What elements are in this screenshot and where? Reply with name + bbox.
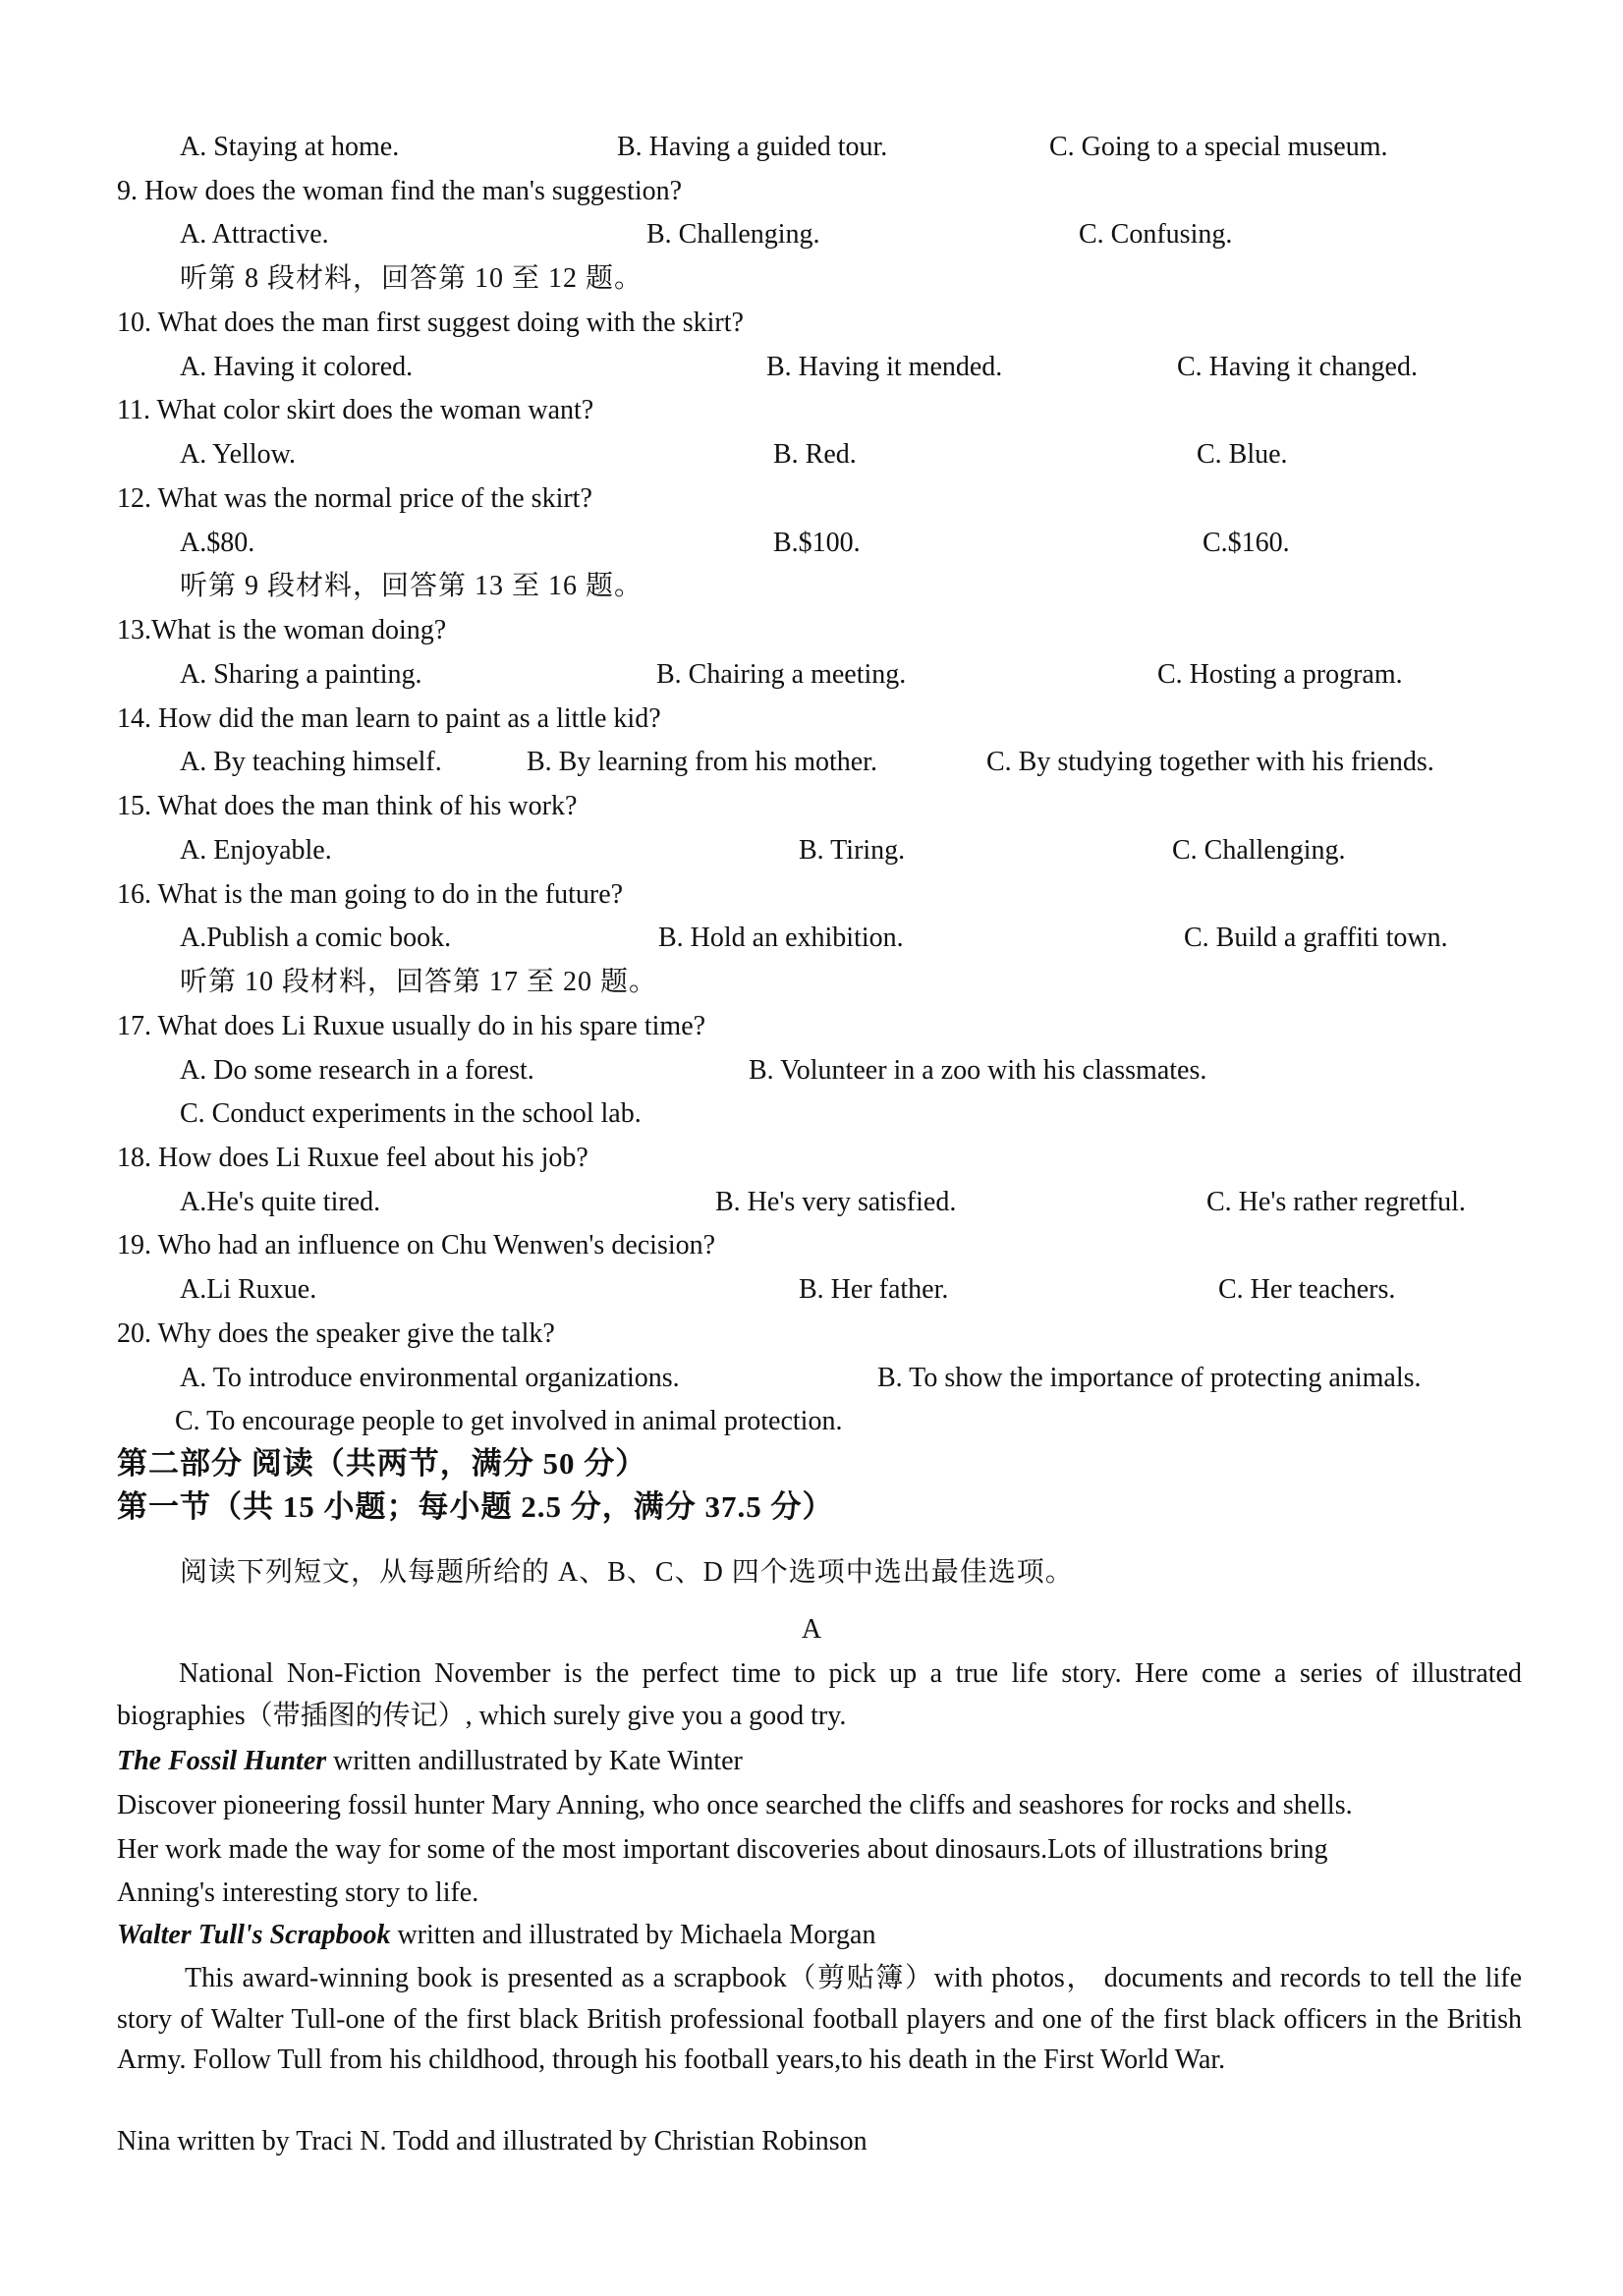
q9-option-b: B. Challenging. <box>646 219 820 250</box>
q14-option-b: B. By learning from his mother. <box>527 747 877 777</box>
q20-question: 20. Why does the speaker give the talk? <box>117 1318 555 1349</box>
q9-question: 9. How does the woman find the man's suggestion? <box>117 176 683 206</box>
q17-option-c: C. Conduct experiments in the school lab. <box>180 1098 642 1129</box>
q15-option-c: C. Challenging. <box>1172 835 1346 866</box>
q12-option-b: B.$100. <box>773 528 861 558</box>
instruction-section-10: 听第 10 段材料，回答第 17 至 20 题。 <box>180 967 658 997</box>
q12-question: 12. What was the normal price of the skirt? <box>117 483 592 514</box>
q11-question: 11. What color skirt does the woman want? <box>117 395 594 425</box>
book1-byline: written andillustrated by Kate Winter <box>326 1746 743 1776</box>
passage-intro-text: National Non-Fiction November is the perfect time to pick up a true life story. Here come a series of illustrated biographies（带插图的传记）, which surely give you a good try. <box>117 1658 1522 1731</box>
passage-label: A <box>801 1614 822 1645</box>
q11-option-c: C. Blue. <box>1197 439 1288 470</box>
book1-heading <box>117 1744 743 1779</box>
q20-option-b: B. To show the importance of protecting animals. <box>877 1363 1422 1393</box>
book2-heading <box>117 1918 876 1953</box>
q16-question: 16. What is the man going to do in the future? <box>117 879 624 910</box>
q12-option-c: C.$160. <box>1203 528 1290 558</box>
q8-option-a: A. Staying at home. <box>180 132 400 162</box>
q18-question: 18. How does Li Ruxue feel about his job? <box>117 1143 588 1173</box>
q9-option-a: A. Attractive. <box>180 219 329 250</box>
q10-option-c: C. Having it changed. <box>1177 352 1418 382</box>
q8-option-b: B. Having a guided tour. <box>617 132 888 162</box>
book2-desc-text: This award-winning book is presented as a scrapbook（剪贴簿）with photos， documents and records to tell the life story of Walter Tull-one of the first black British professional football players and one of the first black officers in the British Army. Follow Tull from his childhood, through his football years,to his death in the First World War. <box>117 1963 1522 2075</box>
q19-question: 19. Who had an influence on Chu Wenwen's decision? <box>117 1230 716 1260</box>
book2-desc <box>117 1958 1522 2081</box>
q11-option-b: B. Red. <box>773 439 857 470</box>
q16-option-a: A.Publish a comic book. <box>180 923 452 953</box>
q14-option-c: C. By studying together with his friends. <box>986 747 1434 777</box>
book1-desc-line2: Her work made the way for some of the most important discoveries about dinosaurs.Lots of illustrations bring <box>117 1834 1328 1865</box>
q17-question: 17. What does Li Ruxue usually do in his spare time? <box>117 1011 706 1041</box>
q18-option-c: C. He's rather regretful. <box>1206 1187 1466 1217</box>
q16-option-b: B. Hold an exhibition. <box>658 923 904 953</box>
instruction-section-8: 听第 8 段材料，回答第 10 至 12 题。 <box>180 263 644 294</box>
q12-option-a: A.$80. <box>180 528 255 558</box>
instruction-section-9: 听第 9 段材料，回答第 13 至 16 题。 <box>180 571 644 601</box>
q13-option-a: A. Sharing a painting. <box>180 659 422 690</box>
book2-byline: written and illustrated by Michaela Morgan <box>390 1920 876 1950</box>
q18-option-b: B. He's very satisfied. <box>715 1187 957 1217</box>
q10-question: 10. What does the man first suggest doing with the skirt? <box>117 308 744 338</box>
part-two-heading: 第二部分 阅读（共两节，满分 50 分） <box>117 1446 647 1481</box>
q13-question: 13.What is the woman doing? <box>117 615 447 645</box>
q15-option-a: A. Enjoyable. <box>180 835 332 866</box>
q15-option-b: B. Tiring. <box>799 835 906 866</box>
q10-option-a: A. Having it colored. <box>180 352 414 382</box>
q17-option-b: B. Volunteer in a zoo with his classmates. <box>749 1055 1207 1086</box>
q19-option-c: C. Her teachers. <box>1218 1274 1396 1305</box>
q14-option-a: A. By teaching himself. <box>180 747 442 777</box>
book1-desc-line3: Anning's interesting story to life. <box>117 1877 479 1908</box>
book3-line: Nina written by Traci N. Todd and illustrated by Christian Robinson <box>117 2126 867 2156</box>
q13-option-b: B. Chairing a meeting. <box>656 659 907 690</box>
q18-option-a: A.He's quite tired. <box>180 1187 381 1217</box>
reading-instruction: 阅读下列短文，从每题所给的 A、B、C、D 四个选项中选出最佳选项。 <box>180 1557 1074 1588</box>
passage-intro <box>117 1653 1522 1737</box>
q20-option-a: A. To introduce environmental organizations. <box>180 1363 680 1393</box>
q20-option-c: C. To encourage people to get involved in animal protection. <box>175 1406 843 1436</box>
q19-option-b: B. Her father. <box>799 1274 949 1305</box>
q13-option-c: C. Hosting a program. <box>1157 659 1403 690</box>
book1-desc-line1: Discover pioneering fossil hunter Mary Anning, who once searched the cliffs and seashores for rocks and shells. <box>117 1790 1353 1820</box>
book1-title: The Fossil Hunter <box>117 1746 327 1776</box>
q11-option-a: A. Yellow. <box>180 439 296 470</box>
q15-question: 15. What does the man think of his work? <box>117 791 578 821</box>
q17-option-a: A. Do some research in a forest. <box>180 1055 534 1086</box>
q19-option-a: A.Li Ruxue. <box>180 1274 317 1305</box>
q10-option-b: B. Having it mended. <box>766 352 1003 382</box>
q8-option-c: C. Going to a special museum. <box>1049 132 1388 162</box>
q9-option-c: C. Confusing. <box>1079 219 1233 250</box>
q16-option-c: C. Build a graffiti town. <box>1184 923 1448 953</box>
q14-question: 14. How did the man learn to paint as a little kid? <box>117 703 661 734</box>
book2-title: Walter Tull's Scrapbook <box>117 1920 391 1950</box>
section-one-heading: 第一节（共 15 小题；每小题 2.5 分，满分 37.5 分） <box>117 1489 834 1524</box>
